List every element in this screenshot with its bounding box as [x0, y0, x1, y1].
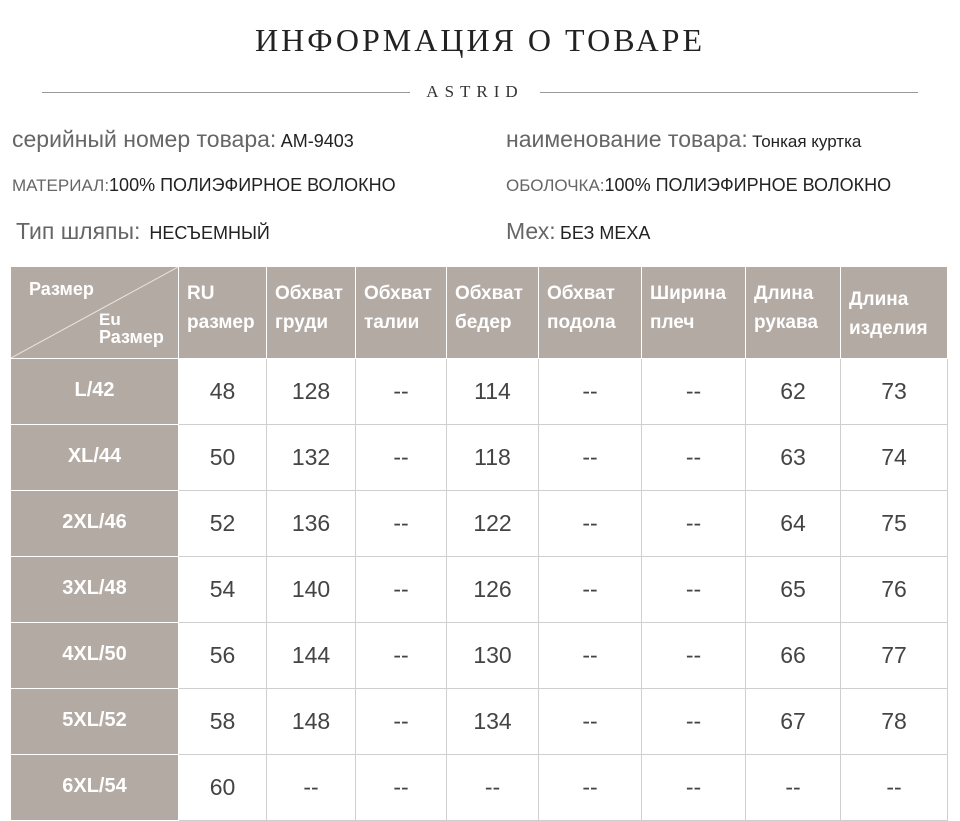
- table-row: [11, 755, 948, 821]
- table-cell: --: [642, 755, 746, 821]
- table-cell: --: [267, 755, 356, 821]
- table-cell: --: [539, 623, 642, 689]
- table-row: [11, 557, 948, 623]
- table-cell: 56: [179, 623, 267, 689]
- table-cell: 50: [179, 425, 267, 491]
- table-cell: 130: [447, 623, 539, 689]
- size-label: 2XL/46: [11, 491, 179, 557]
- header-line2: размер: [187, 312, 255, 333]
- material-field: [12, 175, 396, 196]
- table-cell: 66: [746, 623, 841, 689]
- brand-divider: [42, 82, 918, 102]
- table-cell: 122: [447, 491, 539, 557]
- material-label: МАТЕРИАЛ:: [12, 176, 110, 195]
- table-row: [11, 491, 948, 557]
- table-cell: --: [642, 491, 746, 557]
- table-cell: 118: [447, 425, 539, 491]
- table-cell: --: [356, 557, 447, 623]
- fur-field: [506, 218, 650, 245]
- header-line2: груди: [275, 312, 329, 333]
- product-name-label: наименование товара:: [506, 126, 748, 152]
- table-cell: --: [356, 425, 447, 491]
- table-cell: 54: [179, 557, 267, 623]
- column-header: [539, 267, 642, 359]
- table-cell: 60: [179, 755, 267, 821]
- serial-number-value: AM-9403: [280, 131, 354, 151]
- table-cell: --: [356, 491, 447, 557]
- header-line2: плеч: [650, 312, 695, 333]
- divider-line-left: [42, 92, 410, 93]
- fur-label: Мех:: [506, 218, 556, 244]
- column-header: [179, 267, 267, 359]
- column-header: [267, 267, 356, 359]
- corner-label-eu-size: Размер: [99, 327, 164, 347]
- header-line2: подола: [547, 312, 616, 333]
- table-cell: 134: [447, 689, 539, 755]
- table-cell: 128: [267, 359, 356, 425]
- table-cell: 65: [746, 557, 841, 623]
- serial-number-label: серийный номер товара:: [12, 126, 277, 152]
- table-cell: --: [642, 623, 746, 689]
- table-cell: 52: [179, 491, 267, 557]
- table-cell: --: [447, 755, 539, 821]
- column-header: [642, 267, 746, 359]
- table-header-row: [11, 267, 948, 359]
- table-cell: --: [356, 755, 447, 821]
- header-line2: рукава: [754, 312, 818, 333]
- table-cell: 148: [267, 689, 356, 755]
- brand-name: ASTRID: [426, 82, 524, 101]
- table-cell: 140: [267, 557, 356, 623]
- shell-label: ОБОЛОЧКА:: [506, 176, 605, 195]
- product-name-value: Тонкая куртка: [752, 132, 862, 151]
- column-header: [746, 267, 841, 359]
- hood-type-field: [16, 218, 270, 245]
- header-line2: бедер: [455, 312, 512, 333]
- size-chart-table: [10, 266, 948, 821]
- size-label: 3XL/48: [11, 557, 179, 623]
- header-line2: изделия: [849, 318, 928, 339]
- table-cell: 62: [746, 359, 841, 425]
- corner-label-size: Размер: [29, 279, 94, 299]
- header-line1: Обхват: [455, 283, 523, 304]
- header-line1: Длина: [849, 289, 909, 310]
- header-line1: Обхват: [547, 283, 615, 304]
- table-cell: --: [642, 359, 746, 425]
- table-cell: --: [539, 689, 642, 755]
- table-cell: --: [642, 425, 746, 491]
- header-line1: Длина: [754, 283, 814, 304]
- table-row: [11, 623, 948, 689]
- size-label: 4XL/50: [11, 623, 179, 689]
- corner-label-eu: Eu: [99, 310, 121, 329]
- table-cell: 114: [447, 359, 539, 425]
- hood-type-value: НЕСЪЕМНЫЙ: [149, 223, 270, 243]
- size-label: 6XL/54: [11, 755, 179, 821]
- table-cell: --: [356, 689, 447, 755]
- corner-header-cell: [11, 267, 179, 359]
- page-title: ИНФОРМАЦИЯ О ТОВАРЕ: [254, 22, 706, 58]
- divider-line-right: [540, 92, 918, 93]
- table-cell: 136: [267, 491, 356, 557]
- table-cell: 63: [746, 425, 841, 491]
- header-line1: Обхват: [275, 283, 343, 304]
- column-header: [447, 267, 539, 359]
- size-label: L/42: [11, 359, 179, 425]
- hood-type-label: Тип шляпы:: [16, 218, 141, 244]
- fur-value: БЕЗ МЕХА: [560, 223, 651, 243]
- material-value: 100% ПОЛИЭФИРНОЕ ВОЛОКНО: [109, 175, 396, 195]
- table-cell: --: [356, 623, 447, 689]
- table-cell: --: [539, 359, 642, 425]
- table-cell: 74: [841, 425, 948, 491]
- table-cell: --: [539, 557, 642, 623]
- table-cell: --: [539, 491, 642, 557]
- table-cell: 132: [267, 425, 356, 491]
- shell-value: 100% ПОЛИЭФИРНОЕ ВОЛОКНО: [604, 175, 892, 195]
- table-row: [11, 689, 948, 755]
- table-cell: 76: [841, 557, 948, 623]
- table-cell: 48: [179, 359, 267, 425]
- size-label: XL/44: [11, 425, 179, 491]
- table-cell: --: [642, 689, 746, 755]
- table-cell: 77: [841, 623, 948, 689]
- table-cell: 144: [267, 623, 356, 689]
- column-header: [841, 267, 948, 359]
- table-cell: --: [356, 359, 447, 425]
- header-line2: талии: [364, 312, 420, 333]
- table-cell: 75: [841, 491, 948, 557]
- table-row: [11, 425, 948, 491]
- table-cell: --: [746, 755, 841, 821]
- product-name-field: [506, 126, 861, 153]
- header-line1: RU: [187, 283, 215, 304]
- table-cell: --: [539, 755, 642, 821]
- table-cell: 126: [447, 557, 539, 623]
- table-row: [11, 359, 948, 425]
- table-cell: --: [642, 557, 746, 623]
- table-cell: --: [841, 755, 948, 821]
- table-cell: 67: [746, 689, 841, 755]
- column-header: [356, 267, 447, 359]
- header-line1: Обхват: [364, 283, 432, 304]
- table-cell: 58: [179, 689, 267, 755]
- table-cell: --: [539, 425, 642, 491]
- serial-number-field: [12, 126, 354, 153]
- size-label: 5XL/52: [11, 689, 179, 755]
- shell-field: [506, 175, 891, 196]
- header-line1: Ширина: [650, 283, 727, 304]
- table-cell: 78: [841, 689, 948, 755]
- table-cell: 64: [746, 491, 841, 557]
- table-cell: 73: [841, 359, 948, 425]
